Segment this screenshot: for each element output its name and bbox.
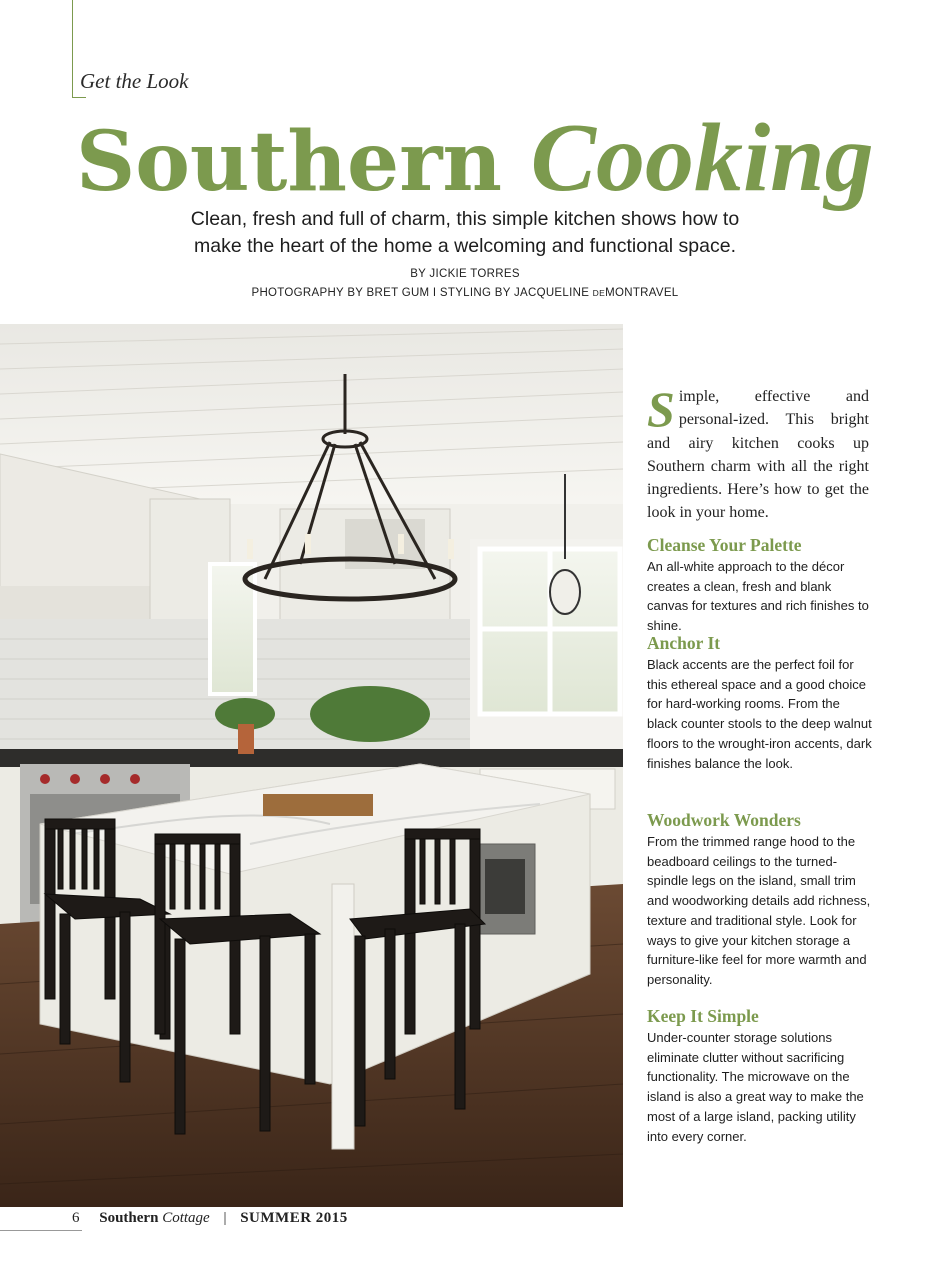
credits-main: PHOTOGRAPHY BY BRET GUM I STYLING BY JACQUELINE [251,287,593,299]
page-number: 6 [72,1210,80,1226]
article-headline [76,104,896,212]
kicker-rule [72,0,73,98]
intro-paragraph [647,381,869,525]
deck-line-2: make the heart of the home a welcoming and functional space. [194,235,736,257]
page-folio [72,1210,348,1227]
section-heading-woodwork: Woodwork Wonders [647,810,801,830]
photo-credits [150,287,780,299]
section-heading-simple: Keep It Simple [647,1006,759,1026]
publication-name-2: Cottage [162,1210,210,1226]
byline: BY JICKIE TORRES [410,268,520,280]
credits-small-caps: DE [592,288,606,298]
kicker-rule-foot [72,97,86,98]
headline-part-1: Southern [76,114,503,210]
section-kicker: Get the Look [80,69,189,93]
headline-part-2: Cooking [530,104,874,212]
deck-line-1: Clean, fresh and full of charm, this simple kitchen shows how to [190,208,740,230]
drop-cap: S [647,381,675,437]
section-body-woodwork: From the trimmed range hood to the beadboard ceilings to the turned-spindle legs on the island, small trim and woodworking details add richness, texture and traditional style. Look for ways to give your kitchen storage a furniture-like feel for more warmth and personality. [647,834,871,987]
folio-separator: | [223,1210,227,1226]
section-body-cleanse: An all-white approach to the décor creates a clean, fresh and blank canvas for textures and rich finishes to shine. [647,559,869,634]
issue-season: SUMMER 2015 [240,1210,348,1226]
section-body-anchor: Black accents are the perfect foil for this ethereal space and a good choice for hard-working rooms. From the black counter stools to the deep walnut floors to the wrought-iron accents, dark finishes balance the look. [647,657,872,771]
section-heading-anchor: Anchor It [647,633,721,653]
section-heading-cleanse: Cleanse Your Palette [647,535,802,555]
credits-end: MONTRAVEL [605,287,679,299]
publication-name [99,1210,209,1226]
publication-name-1: Southern [99,1210,159,1226]
section-body-simple: Under-counter storage solutions eliminate clutter without sacrificing functionality. The microwave on the island is also a great way to make the most of a large island, packing utility into every corner. [647,1030,864,1144]
intro-text: imple, effective and personal-ized. This bright and airy kitchen cooks up Southern charm with all the right ingredients. Here’s how to get the look in your home. [647,388,869,522]
kitchen-photo [0,324,623,1207]
article-deck [180,206,750,260]
footer-rule [0,1230,82,1231]
